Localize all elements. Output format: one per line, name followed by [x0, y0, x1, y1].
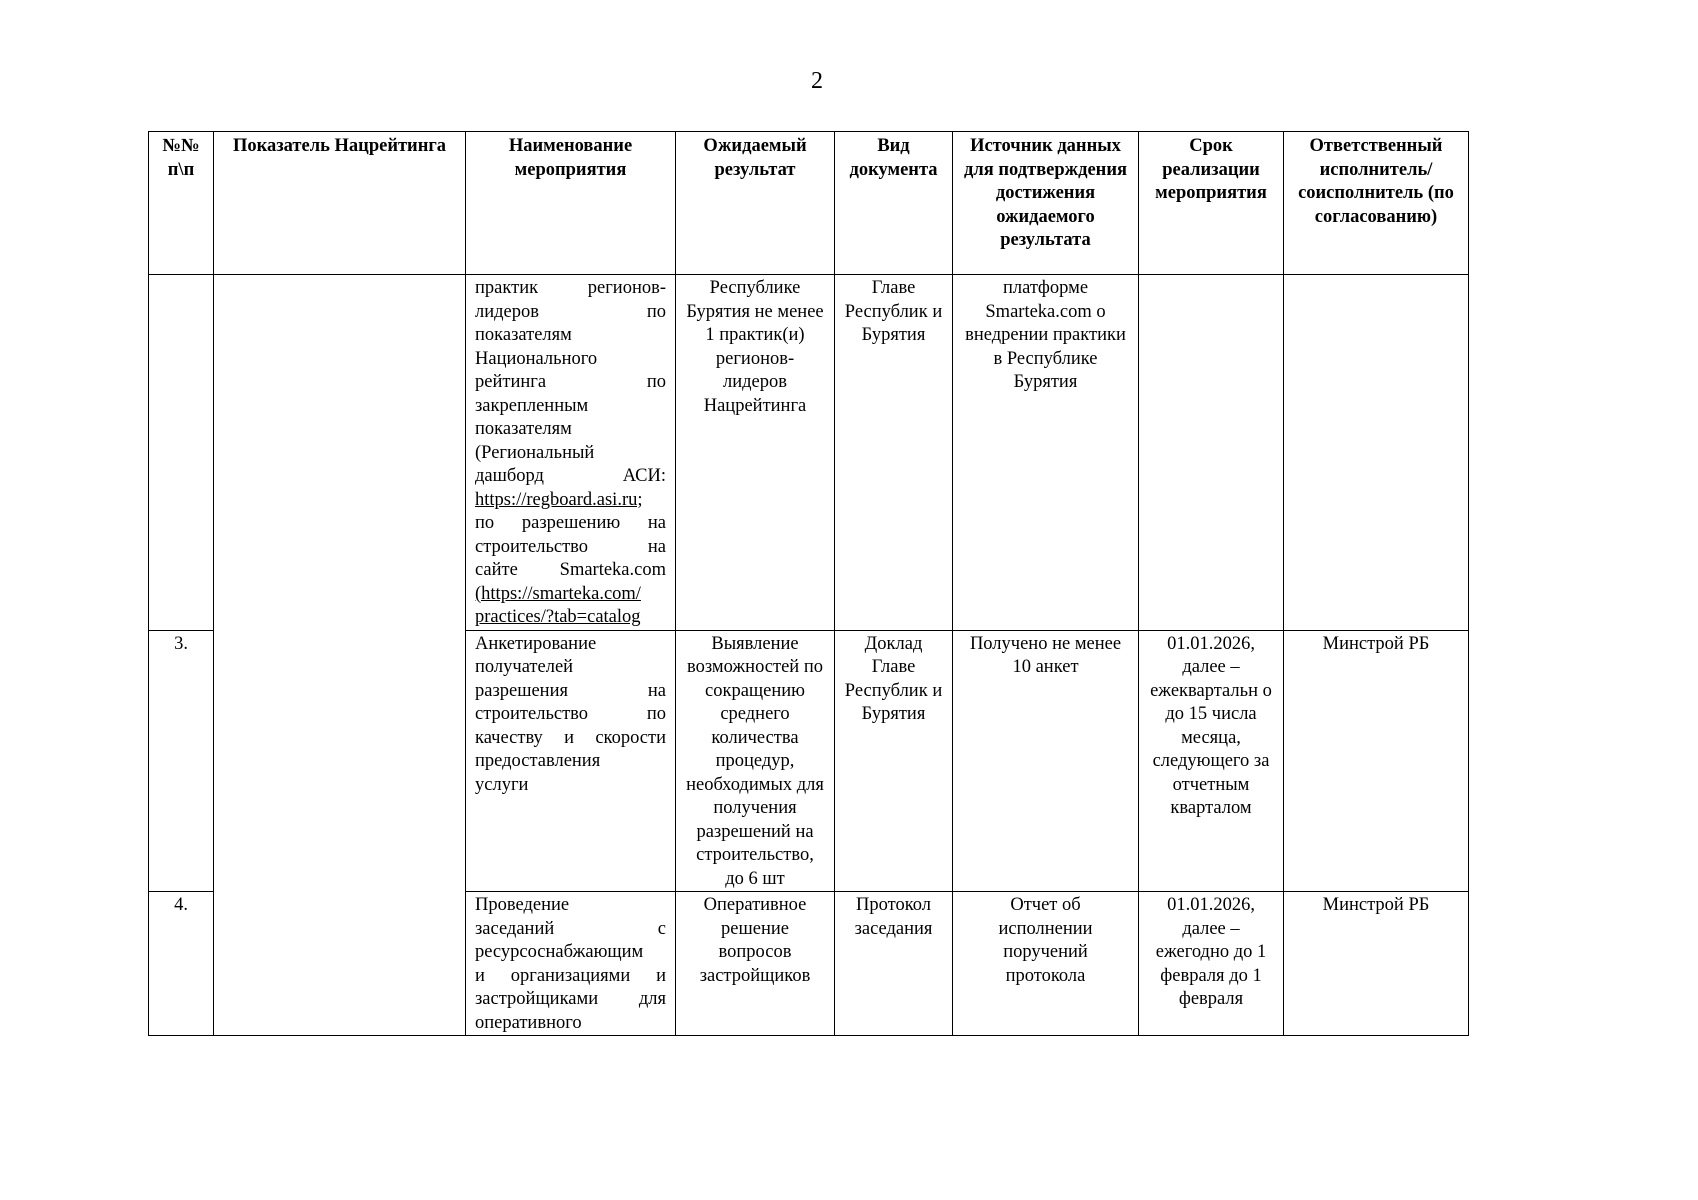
- header-deadline: Срок реализации мероприятия: [1139, 132, 1284, 275]
- header-responsible: Ответственный исполнитель/ соисполнитель (по согласованию): [1284, 132, 1469, 275]
- doc-type-cell: Доклад Главе Республик и Бурятия: [835, 630, 953, 892]
- event-line: показателям: [475, 419, 572, 439]
- source-cell: Отчет об исполнении поручений протокола: [953, 892, 1139, 1036]
- event-line: дашборд АСИ:: [475, 466, 666, 486]
- event-line: получателей: [475, 657, 574, 677]
- deadline-cell: [1139, 275, 1284, 631]
- source-cell: Получено не менее 10 анкет: [953, 630, 1139, 892]
- event-line: закрепленным: [475, 395, 589, 416]
- row-num: 4.: [149, 892, 214, 1036]
- event-cell: [466, 630, 676, 892]
- event-cell: [466, 892, 676, 1036]
- deadline-cell: 01.01.2026, далее – ежеквартальн о до 15 числа месяца, следующего за отчетным кварталом: [1139, 630, 1284, 892]
- event-cell: [466, 275, 676, 631]
- event-line: оперативного: [475, 1012, 582, 1033]
- regboard-link[interactable]: https://regboard.asi.ru;: [475, 489, 643, 510]
- responsible-cell: Минстрой РБ: [1284, 630, 1469, 892]
- event-line: услуги: [475, 774, 529, 795]
- event-line: качеству и скорости: [475, 727, 666, 748]
- header-num: №№ п\п: [149, 132, 214, 275]
- header-source: Источник данных для подтверждения достижения ожидаемого результата: [953, 132, 1139, 275]
- table-header-row: [149, 132, 1469, 275]
- deadline-cell: 01.01.2026, далее – ежегодно до 1 февраля до 1 февраля: [1139, 892, 1284, 1036]
- event-line: разрешения на: [475, 680, 666, 701]
- result-cell: Республике Бурятия не менее 1 практик(и) регионов-лидеров Нацрейтинга: [676, 275, 835, 631]
- header-result: Ожидаемый результат: [676, 132, 835, 275]
- header-event: Наименование мероприятия: [466, 132, 676, 275]
- source-cell: платформе Smarteka.com о внедрении практики в Республике Бурятия: [953, 275, 1139, 631]
- smarteka-link-cont[interactable]: practices/?tab=catalog: [475, 607, 641, 627]
- header-indicator: Показатель Нацрейтинга: [214, 132, 466, 275]
- event-line: показателям: [475, 325, 572, 345]
- result-cell: Выявление возможностей по сокращению среднего количества процедур, необходимых для получения разрешений на строительство, до 6 шт: [676, 630, 835, 892]
- event-line: (Региональный: [475, 442, 595, 463]
- event-line: предоставления: [475, 751, 601, 771]
- event-line: Национального: [475, 348, 598, 369]
- event-line: лидеров по: [475, 301, 666, 322]
- page-number: 2: [811, 68, 823, 94]
- event-line: Анкетирование: [475, 633, 597, 654]
- event-line: сайте Smarteka.com: [475, 560, 666, 580]
- row-num: [149, 275, 214, 631]
- measures-table: [148, 131, 1469, 1036]
- event-line: рейтинга по: [475, 372, 666, 392]
- event-line: строительство на: [475, 536, 666, 557]
- event-line: заседаний с: [475, 918, 666, 939]
- event-line: по разрешению на: [475, 513, 666, 533]
- row-num: 3.: [149, 630, 214, 892]
- header-doc-type: Вид документа: [835, 132, 953, 275]
- event-line: ресурсоснабжающим: [475, 942, 644, 962]
- event-line: практик регионов-: [475, 278, 666, 298]
- smarteka-link[interactable]: (https://smarteka.com/: [475, 583, 641, 604]
- responsible-cell: Минстрой РБ: [1284, 892, 1469, 1036]
- result-cell: Оперативное решение вопросов застройщиков: [676, 892, 835, 1036]
- event-line: застройщиками для: [475, 989, 666, 1009]
- responsible-cell: [1284, 275, 1469, 631]
- table-row: [149, 275, 1469, 631]
- doc-type-cell: Протокол заседания: [835, 892, 953, 1036]
- event-line: строительство по: [475, 704, 666, 724]
- doc-type-cell: Главе Республик и Бурятия: [835, 275, 953, 631]
- indicator-cell: [214, 275, 466, 1036]
- event-line: Проведение: [475, 895, 570, 915]
- event-line: и организациями и: [475, 965, 666, 986]
